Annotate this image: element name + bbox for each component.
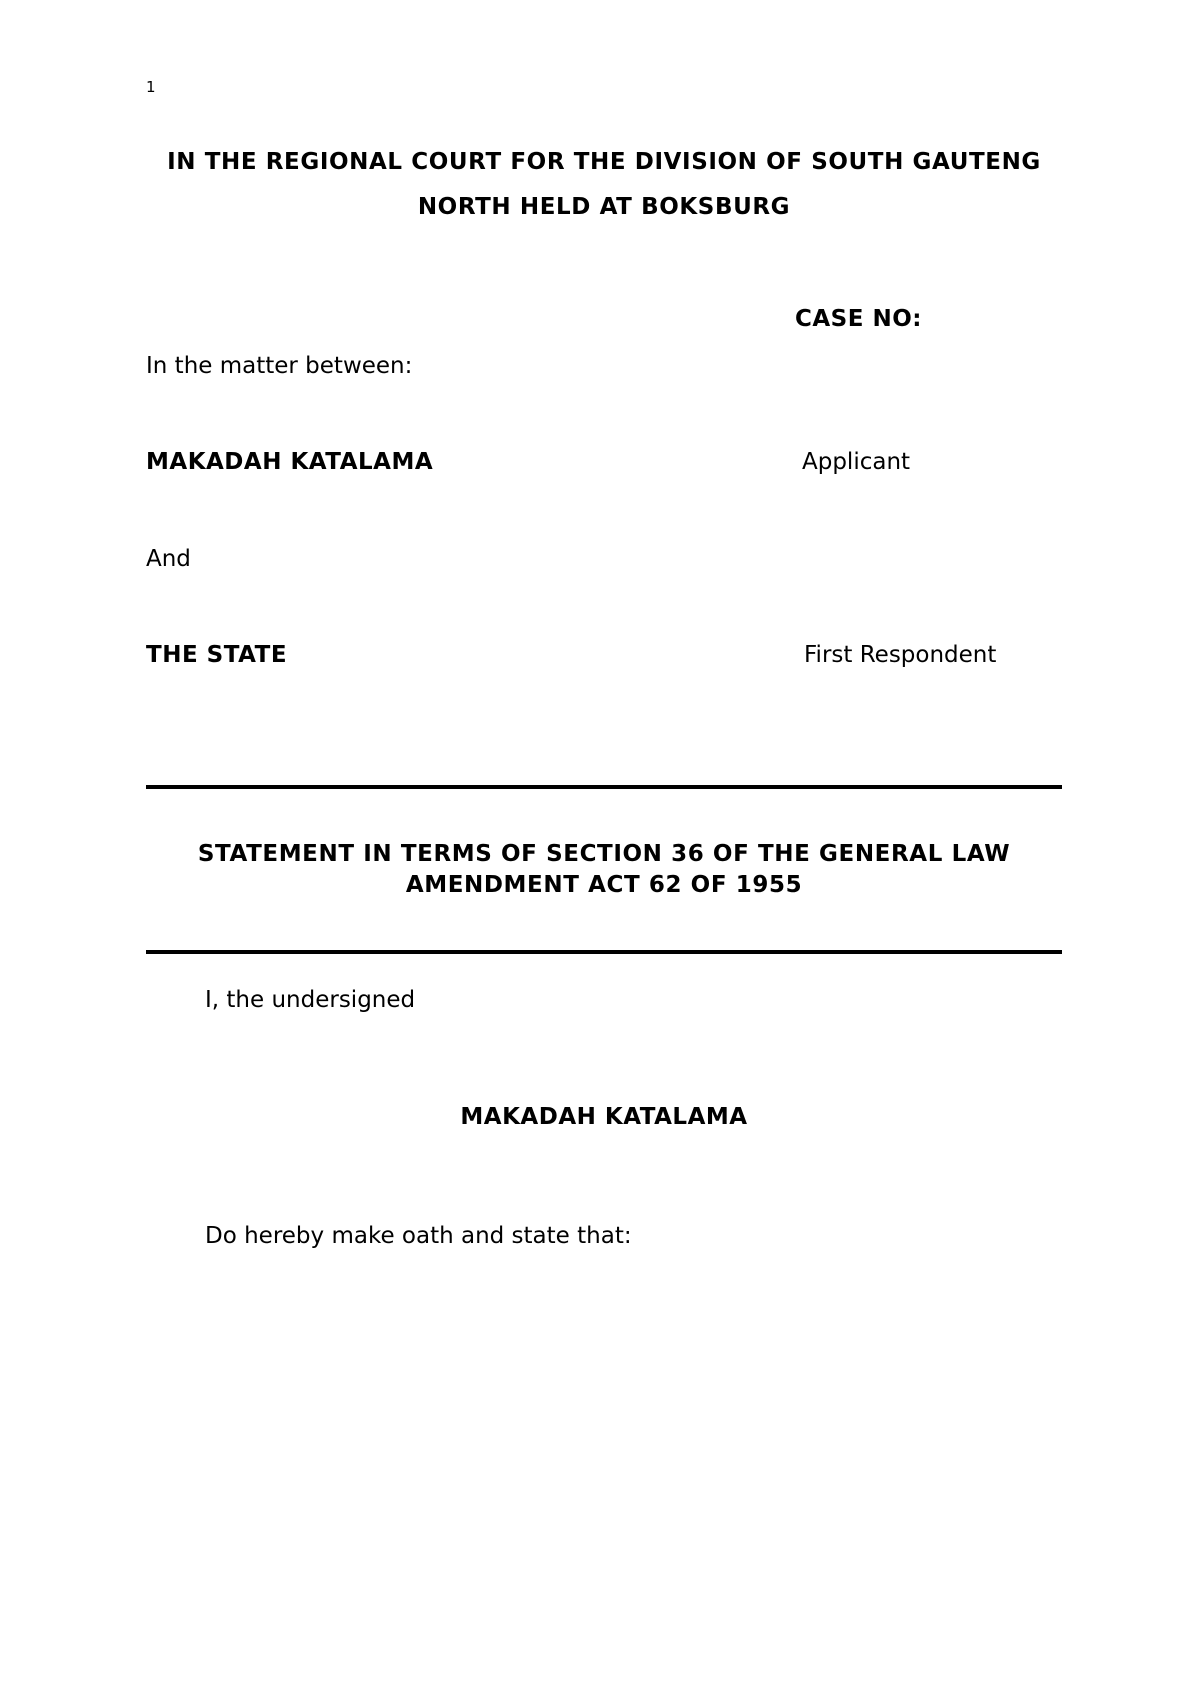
deponent-name: MAKADAH KATALAMA bbox=[460, 1104, 748, 1130]
respondent-role: First Respondent bbox=[804, 642, 997, 668]
oath-statement: Do hereby make oath and state that: bbox=[205, 1223, 632, 1249]
court-heading-line-2: NORTH HELD AT BOKSBURG bbox=[417, 194, 791, 220]
respondent-name: THE STATE bbox=[146, 642, 288, 668]
court-heading-line-1: IN THE REGIONAL COURT FOR THE DIVISION OF SOUTH GAUTENG bbox=[167, 149, 1041, 175]
matter-intro: In the matter between: bbox=[146, 353, 413, 379]
declaration-intro: I, the undersigned bbox=[205, 987, 416, 1013]
applicant-role: Applicant bbox=[802, 449, 911, 475]
statement-title-line-1: STATEMENT IN TERMS OF SECTION 36 OF THE GENERAL LAW bbox=[197, 841, 1011, 867]
bottom-divider bbox=[146, 950, 1062, 954]
page-number: 1 bbox=[146, 78, 156, 96]
case-number-label: CASE NO: bbox=[795, 306, 922, 332]
parties-conjunction: And bbox=[146, 546, 191, 572]
statement-title-line-2: AMENDMENT ACT 62 OF 1955 bbox=[405, 872, 803, 898]
top-divider bbox=[146, 785, 1062, 789]
applicant-name: MAKADAH KATALAMA bbox=[146, 449, 434, 475]
